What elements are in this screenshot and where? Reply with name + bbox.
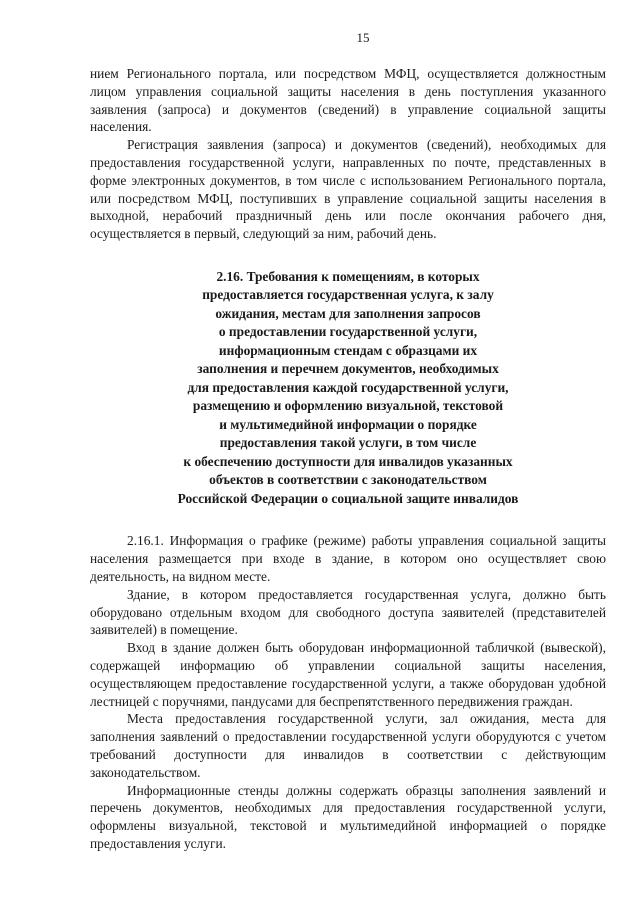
heading-line: и мультимедийной информации о порядке <box>219 416 477 432</box>
paragraph-registration-weekend: Регистрация заявления (запроса) и документов (сведений), необходимых для предоставления государственной услуги, направленных по почте, представленных в форме электронных документов, в том числе с использованием Регионального портала, или посредством МФЦ, поступивших в управление социальной защиты населения в выходной, нерабочий праздничный день или после окончания рабочего дня, осуществляется в первый, следующий за ним, рабочий день. <box>90 137 606 242</box>
paragraph-building-entrance: Здание, в котором предоставляется государственная услуга, должно быть оборудовано отдельным входом для свободного доступа заявителей (представителей заявителей) в помещение. <box>90 586 606 638</box>
heading-line: объектов в соответствии с законодательством <box>209 472 487 488</box>
paragraph-information-stands: Информационные стенды должны содержать образцы заполнения заявлений и перечень документов, необходимых для предоставления государственной услуги, оформлены визуальной, текстовой и мультимедийной информацией о порядке предоставления услуги. <box>90 782 606 852</box>
heading-line: для предоставления каждой государственной услуги, <box>187 379 509 395</box>
heading-line: 2.16. Требования к помещениям, в которых <box>216 268 480 284</box>
heading-line: информационным стендам с образцами их <box>218 342 478 358</box>
heading-line: предоставляется государственная услуга, к залу <box>202 287 494 303</box>
paragraph-2-16-1-schedule: 2.16.1. Информация о графике (режиме) работы управления социальной защиты населения размещается при входе в здание, в котором оно осуществляет свою деятельность, на видном месте. <box>90 533 606 585</box>
heading-line: размещению и оформлению визуальной, текстовой <box>192 398 504 414</box>
page-number: 15 <box>356 30 370 45</box>
heading-line: заполнения и перечнем документов, необходимых <box>197 361 499 377</box>
heading-line: Российской Федерации о социальной защите инвалидов <box>177 490 519 506</box>
heading-line: предоставления такой услуги, в том числе <box>219 435 477 451</box>
paragraph-registration-continuation: нием Регионального портала, или посредством МФЦ, осуществляется должностным лицом управления социальной защиты населения в день поступления указанного заявления (запроса) и документов (сведений) в управление социальной защиты населения. <box>90 66 606 135</box>
heading-line: ожидания, местам для заполнения запросов <box>215 305 481 321</box>
section-heading-2-16 <box>90 268 606 509</box>
paragraph-accessibility: Места предоставления государственной услуги, зал ожидания, места для заполнения заявлений о предоставлении государственной услуги оборудуются с учетом требований доступности для инвалидов в соответствии с действующим законодательством. <box>90 711 606 780</box>
paragraph-entrance-signage: Вход в здание должен быть оборудован информационной табличкой (вывеской), содержащей информацию об управлении социальной защиты населения, осуществляющем предоставление государственной услуги, а также оборудован удобной лестницей с поручнями, пандусами для беспрепятственного передвижения граждан. <box>90 640 606 709</box>
heading-line: к обеспечению доступности для инвалидов указанных <box>183 453 513 469</box>
heading-line: о предоставлении государственной услуги, <box>218 324 478 340</box>
